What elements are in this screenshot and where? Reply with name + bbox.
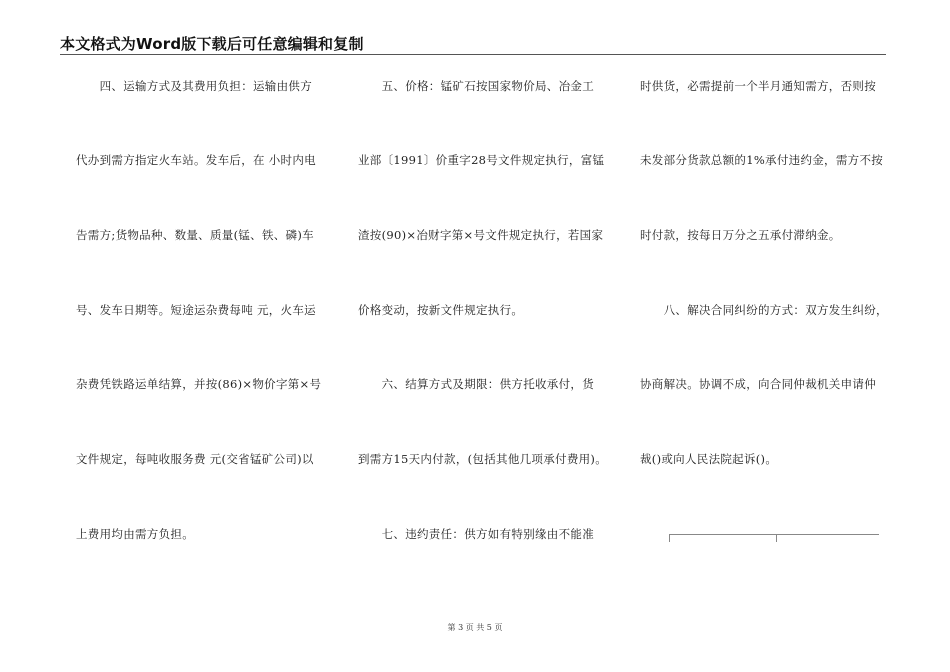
text-line: 时付款，按每日万分之五承付滞纳金。 [640,228,841,242]
text-line: 价格变动，按新文件规定执行。 [358,303,524,317]
text-line: 告需方;货物品种、数量、质量(锰、铁、磷)车 [76,228,314,242]
text-line: 八、解决合同纠纷的方式：双方发生纠纷， [640,303,888,317]
text-line: 业部〔1991〕价重字28号文件规定执行，富锰 [358,153,605,167]
text-line: 未发部分货款总额的1%承付违约金，需方不按 [640,153,884,167]
signature-table-rule [669,534,879,535]
text-line: 上费用均由需方负担。 [76,527,194,541]
text-line: 杂费凭铁路运单结算，并按(86)×物价字第×号 [76,377,322,391]
text-line: 代办到需方指定火车站。发车后，在 小时内电 [76,153,316,167]
header-divider [60,54,886,55]
document-header-title: 本文格式为Word版下载后可任意编辑和复制 [60,35,364,53]
text-line: 六、结算方式及期限：供方托收承付，货 [358,377,594,391]
text-line: 号、发车日期等。短途运杂费每吨 元，火车运 [76,303,316,317]
text-line: 渣按(90)×冶财字第×号文件规定执行，若国家 [358,228,604,242]
table-cell-border [669,534,670,542]
text-line: 协商解决。协调不成，向合同仲裁机关申请仲 [640,377,876,391]
text-line: 到需方15天内付款，(包括其他几项承付费用)。 [358,452,608,466]
text-line: 七、违约责任：供方如有特别缘由不能准 [358,527,594,541]
text-line: 四、运输方式及其费用负担：运输由供方 [76,79,312,93]
page-number-footer: 第 3 页 共 5 页 [447,623,503,632]
table-cell-border [776,534,777,542]
text-line: 时供货，必需提前一个半月通知需方，否则按 [640,79,876,93]
text-line: 五、价格：锰矿石按国家物价局、冶金工 [358,79,594,93]
text-line: 裁()或向人民法院起诉()。 [640,452,778,466]
text-line: 文件规定，每吨收服务费 元(交省锰矿公司)以 [76,452,314,466]
